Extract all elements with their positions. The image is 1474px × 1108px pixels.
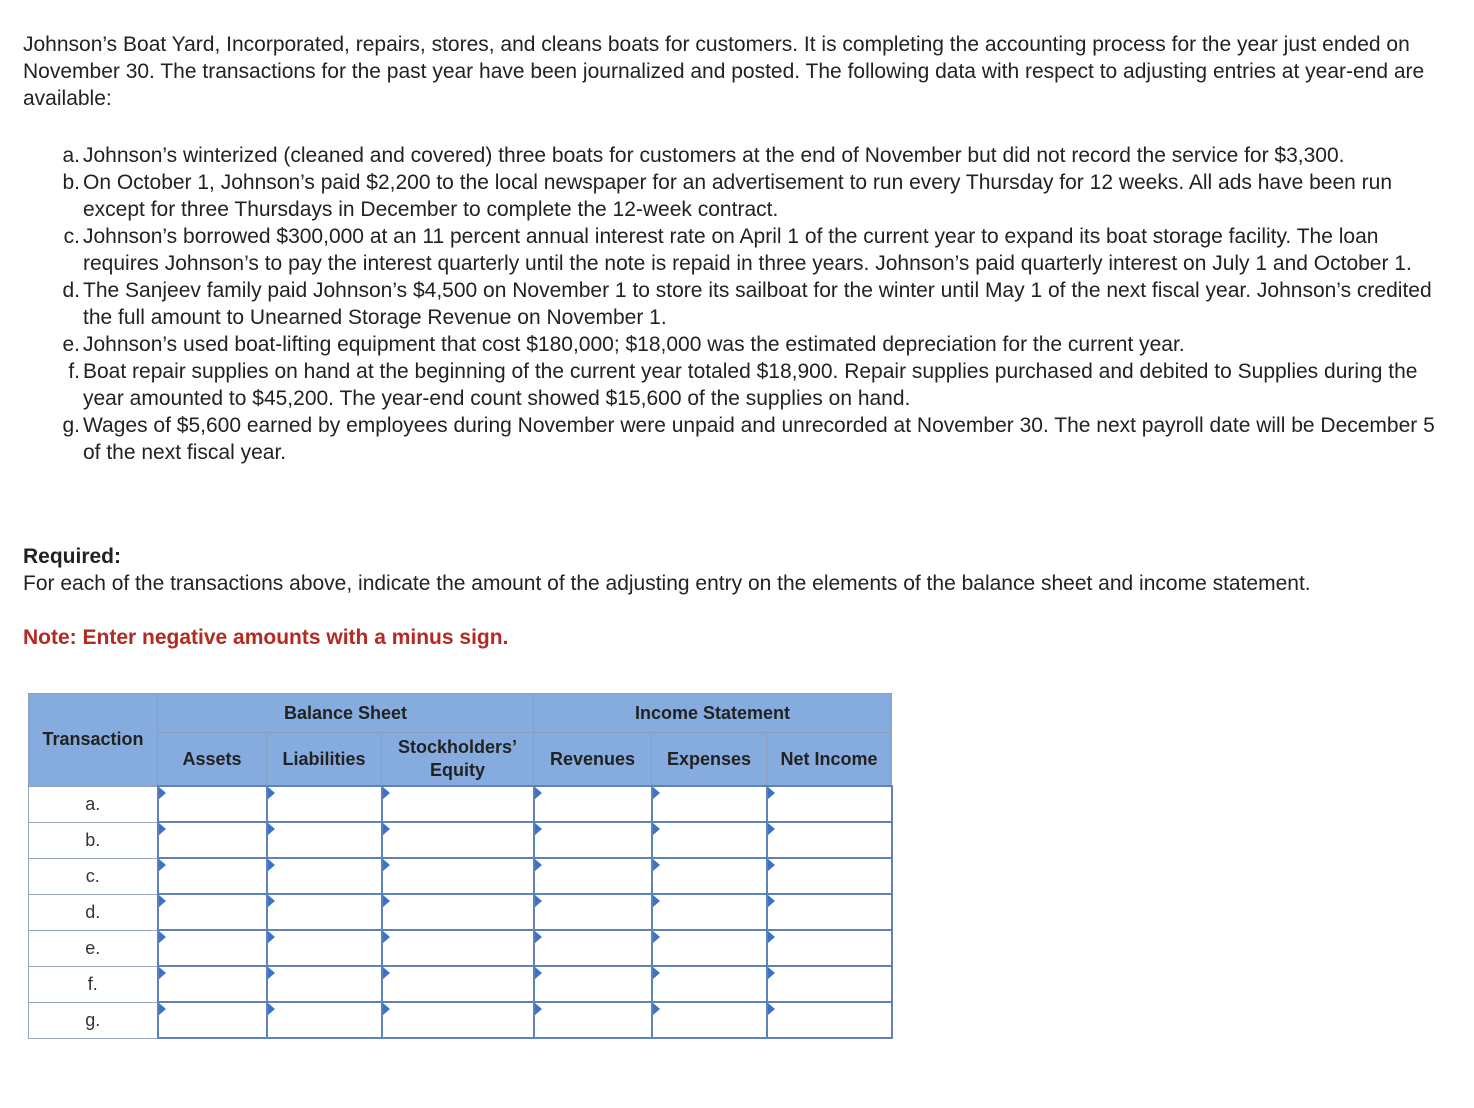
assets-input[interactable]	[159, 860, 266, 892]
expenses-input[interactable]	[653, 968, 766, 1000]
input-marker-icon	[268, 859, 275, 871]
input-marker-icon	[383, 859, 390, 871]
input-marker-icon	[383, 967, 390, 979]
liabilities-input[interactable]	[268, 968, 381, 1000]
assets-input[interactable]	[159, 1004, 266, 1036]
net-income-cell	[767, 786, 892, 822]
input-marker-icon	[383, 895, 390, 907]
assets-input[interactable]	[159, 932, 266, 964]
transaction-header: Transaction	[29, 694, 158, 787]
input-marker-icon	[768, 787, 775, 799]
input-marker-icon	[535, 931, 542, 943]
expenses-input[interactable]	[653, 788, 766, 820]
item-letter: d.	[62, 279, 80, 302]
liabilities-input[interactable]	[268, 824, 381, 856]
input-marker-icon	[159, 967, 166, 979]
table-row	[29, 786, 892, 822]
assets-cell	[158, 894, 267, 930]
assets-input[interactable]	[159, 788, 266, 820]
input-marker-icon	[653, 859, 660, 871]
expenses-input[interactable]	[653, 824, 766, 856]
net-income-input[interactable]	[768, 1004, 891, 1036]
input-marker-icon	[535, 967, 542, 979]
expenses-input[interactable]	[653, 932, 766, 964]
net-income-cell	[767, 1002, 892, 1038]
net-income-input[interactable]	[768, 896, 891, 928]
liabilities-input[interactable]	[268, 896, 381, 928]
table-row	[29, 1002, 892, 1038]
equity-cell	[382, 858, 534, 894]
input-marker-icon	[768, 823, 775, 835]
assets-cell	[158, 786, 267, 822]
list-item	[0, 358, 1443, 412]
item-letter: e.	[62, 333, 80, 356]
list-item	[0, 331, 1443, 358]
required-instructions: For each of the transactions above, indicate the amount of the adjusting entry on the elements of the balance sheet and income statement.	[23, 572, 1311, 595]
transaction-label: c.	[29, 858, 158, 894]
liabilities-cell	[267, 894, 382, 930]
input-marker-icon	[768, 859, 775, 871]
liabilities-cell	[267, 966, 382, 1002]
expenses-input[interactable]	[653, 896, 766, 928]
revenues-input[interactable]	[535, 1004, 651, 1036]
expenses-input[interactable]	[653, 1004, 766, 1036]
income-statement-header: Income Statement	[534, 694, 892, 733]
net-income-input[interactable]	[768, 932, 891, 964]
revenues-cell	[534, 786, 652, 822]
item-letter: c.	[63, 225, 80, 248]
net-income-input[interactable]	[768, 968, 891, 1000]
equity-input[interactable]	[383, 860, 533, 892]
revenues-cell	[534, 858, 652, 894]
input-marker-icon	[653, 895, 660, 907]
liabilities-input[interactable]	[268, 860, 381, 892]
net-income-cell	[767, 822, 892, 858]
liabilities-header: Liabilities	[267, 733, 382, 787]
expenses-cell	[652, 966, 767, 1002]
item-text: The Sanjeev family paid Johnson’s $4,500 on November 1 to store its sailboat for the winter until May 1 of the next fiscal year. Johnson’s credited the full amount to Unearned Storage Revenue on November 1.	[83, 279, 1432, 329]
input-marker-icon	[383, 823, 390, 835]
revenues-input[interactable]	[535, 824, 651, 856]
liabilities-cell	[267, 930, 382, 966]
item-text: Johnson’s winterized (cleaned and covered) three boats for customers at the end of November but did not record the service for $3,300.	[83, 144, 1345, 167]
input-marker-icon	[535, 787, 542, 799]
transaction-label: b.	[29, 822, 158, 858]
input-marker-icon	[268, 895, 275, 907]
item-text: Wages of $5,600 earned by employees during November were unpaid and unrecorded at November 30. The next payroll date will be December 5 of the next fiscal year.	[83, 414, 1435, 464]
net-income-cell	[767, 894, 892, 930]
assets-cell	[158, 858, 267, 894]
input-marker-icon	[159, 859, 166, 871]
revenues-input[interactable]	[535, 788, 651, 820]
input-marker-icon	[268, 1003, 275, 1015]
assets-cell	[158, 966, 267, 1002]
transaction-label: e.	[29, 930, 158, 966]
equity-cell	[382, 930, 534, 966]
required-heading: Required:	[23, 545, 122, 568]
revenues-cell	[534, 822, 652, 858]
input-marker-icon	[653, 823, 660, 835]
item-letter: a.	[62, 144, 80, 167]
liabilities-cell	[267, 822, 382, 858]
equity-input[interactable]	[383, 824, 533, 856]
expenses-header: Expenses	[652, 733, 767, 787]
liabilities-input[interactable]	[268, 788, 381, 820]
expenses-cell	[652, 894, 767, 930]
input-marker-icon	[535, 859, 542, 871]
equity-input[interactable]	[383, 1004, 533, 1036]
liabilities-input[interactable]	[268, 932, 381, 964]
input-marker-icon	[535, 895, 542, 907]
equity-input[interactable]	[383, 968, 533, 1000]
equity-input[interactable]	[383, 788, 533, 820]
revenues-cell	[534, 894, 652, 930]
revenues-input[interactable]	[535, 860, 651, 892]
input-marker-icon	[268, 967, 275, 979]
input-marker-icon	[768, 895, 775, 907]
equity-cell	[382, 786, 534, 822]
input-marker-icon	[159, 1003, 166, 1015]
assets-header: Assets	[158, 733, 267, 787]
input-marker-icon	[159, 931, 166, 943]
input-marker-icon	[159, 787, 166, 799]
table-row	[29, 822, 892, 858]
expenses-cell	[652, 858, 767, 894]
liabilities-cell	[267, 1002, 382, 1038]
equity-input[interactable]	[383, 932, 533, 964]
input-marker-icon	[535, 1003, 542, 1015]
table-row	[29, 894, 892, 930]
item-letter: g.	[62, 414, 80, 437]
input-marker-icon	[768, 931, 775, 943]
assets-cell	[158, 822, 267, 858]
liabilities-cell	[267, 858, 382, 894]
input-marker-icon	[535, 823, 542, 835]
net-income-header: Net Income	[767, 733, 892, 787]
assets-cell	[158, 930, 267, 966]
expenses-input[interactable]	[653, 860, 766, 892]
adjustment-table	[28, 693, 893, 1039]
input-marker-icon	[653, 787, 660, 799]
assets-input[interactable]	[159, 824, 266, 856]
equity-input[interactable]	[383, 896, 533, 928]
revenues-cell	[534, 930, 652, 966]
assets-input[interactable]	[159, 968, 266, 1000]
equity-cell	[382, 966, 534, 1002]
list-item	[0, 169, 1443, 223]
transaction-label: f.	[29, 966, 158, 1002]
item-text: Boat repair supplies on hand at the beginning of the current year totaled $18,900. Repair supplies purchased and debited to Supplies during the year amounted to $45,200. The year-end count showed $15,600 of the supplies on hand.	[83, 360, 1418, 410]
input-marker-icon	[383, 1003, 390, 1015]
input-marker-icon	[159, 823, 166, 835]
list-item	[0, 223, 1443, 277]
input-marker-icon	[768, 967, 775, 979]
list-item	[0, 142, 1443, 169]
list-item	[0, 277, 1443, 331]
net-income-input[interactable]	[768, 788, 891, 820]
expenses-cell	[652, 786, 767, 822]
revenues-cell	[534, 1002, 652, 1038]
intro-paragraph: Johnson’s Boat Yard, Incorporated, repairs, stores, and cleans boats for customers. It is completing the accounting process for the year just ended on November 30. The transactions for the past year have been journalized and posted. The following data with respect to adjusting entries at year-end are available:	[23, 33, 1425, 110]
expenses-cell	[652, 1002, 767, 1038]
transaction-list	[0, 142, 1474, 466]
equity-cell	[382, 1002, 534, 1038]
table-row	[29, 930, 892, 966]
net-income-input[interactable]	[768, 860, 891, 892]
list-item	[0, 412, 1443, 466]
input-marker-icon	[268, 787, 275, 799]
table-row	[29, 966, 892, 1002]
equity-cell	[382, 822, 534, 858]
revenues-cell	[534, 966, 652, 1002]
expenses-cell	[652, 930, 767, 966]
liabilities-input[interactable]	[268, 1004, 381, 1036]
transaction-label: d.	[29, 894, 158, 930]
transaction-label: g.	[29, 1002, 158, 1038]
net-income-cell	[767, 930, 892, 966]
item-text: On October 1, Johnson’s paid $2,200 to the local newspaper for an advertisement to run every Thursday for 12 weeks. All ads have been run except for three Thursdays in December to complete the 12-week contract.	[83, 171, 1393, 221]
input-marker-icon	[383, 787, 390, 799]
input-marker-icon	[768, 1003, 775, 1015]
revenues-input[interactable]	[535, 896, 651, 928]
liabilities-cell	[267, 786, 382, 822]
input-marker-icon	[653, 1003, 660, 1015]
revenues-header: Revenues	[534, 733, 652, 787]
expenses-cell	[652, 822, 767, 858]
equity-cell	[382, 894, 534, 930]
input-marker-icon	[653, 967, 660, 979]
item-text: Johnson’s borrowed $300,000 at an 11 percent annual interest rate on April 1 of the current year to expand its boat storage facility. The loan requires Johnson’s to pay the interest quarterly until the note is repaid in three years. Johnson’s paid quarterly interest on July 1 and October 1.	[83, 225, 1412, 275]
input-marker-icon	[268, 823, 275, 835]
assets-input[interactable]	[159, 896, 266, 928]
table-row	[29, 858, 892, 894]
net-income-input[interactable]	[768, 824, 891, 856]
item-letter: b.	[62, 171, 80, 194]
assets-cell	[158, 1002, 267, 1038]
transaction-label: a.	[29, 786, 158, 822]
revenues-input[interactable]	[535, 932, 651, 964]
equity-header: Stockholders’ Equity	[382, 733, 534, 787]
balance-sheet-header: Balance Sheet	[158, 694, 534, 733]
input-marker-icon	[268, 931, 275, 943]
net-income-cell	[767, 858, 892, 894]
item-letter: f.	[68, 360, 80, 383]
input-marker-icon	[383, 931, 390, 943]
revenues-input[interactable]	[535, 968, 651, 1000]
input-marker-icon	[159, 895, 166, 907]
note-text: Note: Enter negative amounts with a minus sign.	[23, 626, 509, 649]
input-marker-icon	[653, 931, 660, 943]
net-income-cell	[767, 966, 892, 1002]
item-text: Johnson’s used boat-lifting equipment that cost $180,000; $18,000 was the estimated depreciation for the current year.	[83, 333, 1185, 356]
